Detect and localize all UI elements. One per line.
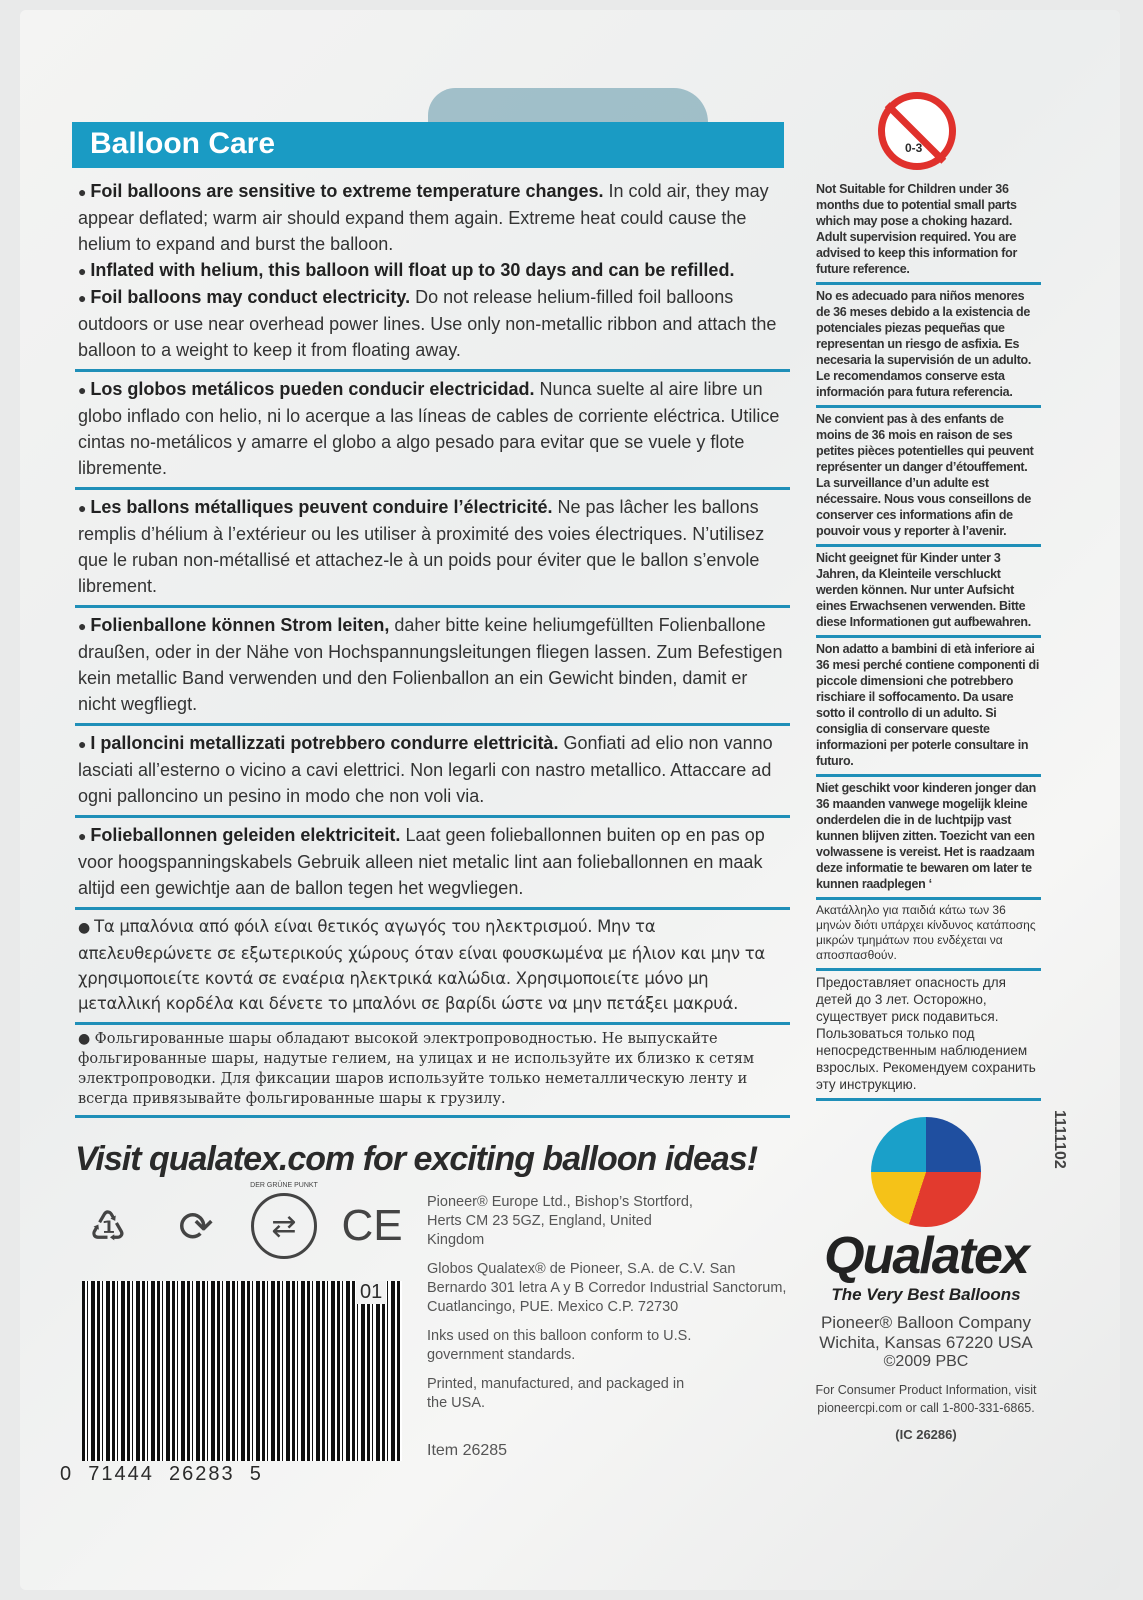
list-item: ● Foil balloons are sensitive to extreme temperature changes. In cold air, they may appear deflated; warm air should expand them again. Extreme heat could cause the helium to expand and burst the balloon. (78, 181, 769, 254)
warning-nl: Niet geschikt voor kinderen jonger dan 36 maanden vanwege mogelijk kleine onderdelen die in de luchtpijp vast kunnen blijven zitten. Toezicht van een volwassene is vereist. Het is raadzaam deze informatie te bewaren om later te kunnen raadplegen ‘ (816, 781, 1036, 891)
company-city: Wichita, Kansas 67220 USA (819, 1333, 1033, 1352)
copyright: ©2009 PBC (883, 1353, 969, 1370)
warning-es: No es adecuado para niños menores de 36 meses debido a la existencia de potenciales piezas pequeñas que representan un riesgo de asfixia. Es necesaria la supervisión de un adulto. Le recomendamos conserve esta información para futura referencia. (816, 289, 1032, 399)
divider (75, 1115, 790, 1118)
warning-it: Non adatto a bambini di età inferiore ai 36 mesi perché contiene componenti di piccole dimensioni che potrebbero rischiare il soffocamento. Da usare sotto il controllo di un adulto. Si consiglia di conservare queste informazioni per poterle consultare in futuro. (816, 642, 1039, 768)
ic-number: (IC 26286) (895, 1427, 957, 1442)
warnings-column (816, 178, 1041, 1442)
barcode-area (60, 1281, 415, 1486)
brand-block (806, 1117, 1046, 1442)
marks-and-barcode (60, 1182, 415, 1486)
warning-en: Not Suitable for Children under 36 months due to potential small parts which may pose a choking hazard. Adult supervision required. You are advised to keep this information for future reference. (816, 182, 1018, 276)
barcode-digits: 0 71444 26283 5 (60, 1463, 263, 1485)
warning-el: Ακατάλληλο για παιδιά κάτω των 36 μηνών διότι υπάρχει κίνδυνος κατάποσης μικρών τμημάτων που ενδέχεται να αποσπασθούν. (816, 903, 1036, 962)
made-in-note: Printed, manufactured, and packaged in the USA. (427, 1376, 685, 1411)
list-item: ● Τα μπαλόνια από φόιλ είναι θετικός αγωγός του ηλεκτρισμού. Μην τα απελευθερώνετε σε εξωτερικούς χώρους όταν είναι φουσκωμένα με ήλιον και μην τα χρησιμοποιείτε κοντά σε εναέρια ηλεκτρικά καλώδια. Χρησιμοποιείτε μόνο μη μεταλλική κορδέλα και δένετε το μπαλόνι σε βαρίδι ώστε να μην πετάξει μακρυά. (78, 917, 766, 1013)
warning-ru: Предоставляет опасность для детей до 3 лет. Осторожно, существует риск подавиться. Пользоваться только под непосредственным наблюдением взрослых. Рекомендуем сохранить эту инструкцию. (816, 975, 1036, 1092)
bottom-info (60, 1182, 790, 1486)
visit-website: Visit qualatex.com for exciting balloon ideas! (75, 1140, 758, 1178)
english-care (75, 174, 790, 369)
barcode (82, 1281, 402, 1461)
company-name: Pioneer® Balloon Company (820, 1313, 1032, 1332)
list-item: ● I palloncini metallizzati potrebbero condurre elettricità. Gonfiati ad elio non vanno lasciati all’esterno o vicino a cavi elettrici. Non legarli con nastro metallico. Attaccare ad ogni palloncino un pesino in modo che non voli via. (78, 733, 773, 806)
care-column (60, 174, 790, 1486)
divider (816, 1098, 1041, 1101)
green-dot-icon: ⇄ DER GRÜNE PUNKT (251, 1193, 317, 1259)
list-item: ● Фольгированные шары обладают высокой электропроводностью. Не выпускайте фольгированные шары, надутые гелием, на улицах и не используйте их близко к сетям электропроводки. Для фиксации шаров используйте только неметаллическую ленту и всегда привязывайте фольгированные шары к грузилу. (78, 1031, 755, 1107)
inks-note: Inks used on this balloon conform to U.S. government standards. (427, 1328, 692, 1363)
ce-mark-icon: CE (341, 1201, 403, 1250)
list-item: ● Los globos metálicos pueden conducir electricidad. Nunca suelte al aire libre un globo inflado con helio, ni lo acerque a las líneas de cables de corriente eléctrica. Utilice cintas no-metálicos y amarre el globo a algo pesado para evitar que se vuele y flote libremente. (78, 379, 780, 478)
qualatex-balloon-logo (871, 1117, 981, 1227)
address-uk: Pioneer® Europe Ltd., Bishop’s Stortford, Herts CM 23 5GZ, England, United Kingdom (427, 1194, 693, 1248)
barcode-suffix: 01 (356, 1281, 386, 1304)
warning-de: Nicht geeignet für Kinder unter 3 Jahren, da Kleinteile verschluckt werden können. Nur unter Aufsicht eines Erwachsenen verwenden. Bitte diese Informationen gut aufbewahren. (816, 551, 1031, 629)
address-mexico: Globos Qualatex® de Pioneer, S.A. de C.V. San Bernardo 301 letra A y B Corredor Industrial Sanctorum, Cuatlancingo, PUE. Mexico C.P. 72730 (427, 1261, 787, 1315)
addresses (427, 1193, 787, 1486)
brand-tagline: The Very Best Balloons (831, 1285, 1021, 1304)
item-number: Item 26285 (427, 1442, 508, 1459)
warning-fr: Ne convient pas à des enfants de moins de 36 mois en raison de ses petites pièces potentielles qui peuvent représenter un danger d’étouffement. La surveillance d’un adulte est nécessaire. Nous vous conseillons de conserver ces informations afin de pouvoir vous y reporter à l’avenir. (816, 412, 1034, 538)
list-item: ● Folienballone können Strom leiten, daher bitte keine heliumgefüllten Folienballone draußen, oder in der Nähe von Hochspannungsleitungen fliegen lassen. Zum Befestigen kein metallic Band verwenden und den Folienballon an ein Gewicht binden, damit er nicht wegfliegt. (78, 615, 783, 714)
age-label: 0-3 (905, 141, 923, 155)
recycle-icon: ♳ (89, 1202, 127, 1250)
list-item: ● Foil balloons may conduct electricity. Do not release helium-filled foil balloons outdoors or use near overhead power lines. Use only non-metallic ribbon and attach the balloon to a weight to keep it from floating away. (78, 287, 777, 360)
brand-name: Qualatex (824, 1227, 1028, 1285)
age-warning-icon (878, 92, 956, 170)
consumer-info: For Consumer Product Information, visit pioneercpi.com or call 1-800-331-6865. (815, 1383, 1037, 1415)
list-item: ● Inflated with helium, this balloon will float up to 30 days and can be refilled. (78, 260, 735, 280)
list-item: ● Folieballonnen geleiden elektriciteit. Laat geen folieballonnen buiten op en pas op voor hoogspanningskabels Gebruik alleen niet metalic lint aan folieballonnen en maak altijd een gewichtje aan de ballon tegen het wegvliegen. (78, 825, 765, 898)
page-title: Balloon Care (72, 122, 784, 168)
certification-icons (75, 1182, 415, 1259)
side-code: 1111102 (1051, 1110, 1068, 1169)
list-item: ● Les ballons métalliques peuvent conduire l’électricité. Ne pas lâcher les ballons remplis d’hélium à l’extérieur ou les utiliser à proximité des voies électriques. N’utilisez que le ruban non-métallisé et attachez-le à un poids pour éviter que le ballon s’envole librement. (78, 497, 765, 596)
refresh-recycle-icon: ⟳ (178, 1202, 214, 1250)
